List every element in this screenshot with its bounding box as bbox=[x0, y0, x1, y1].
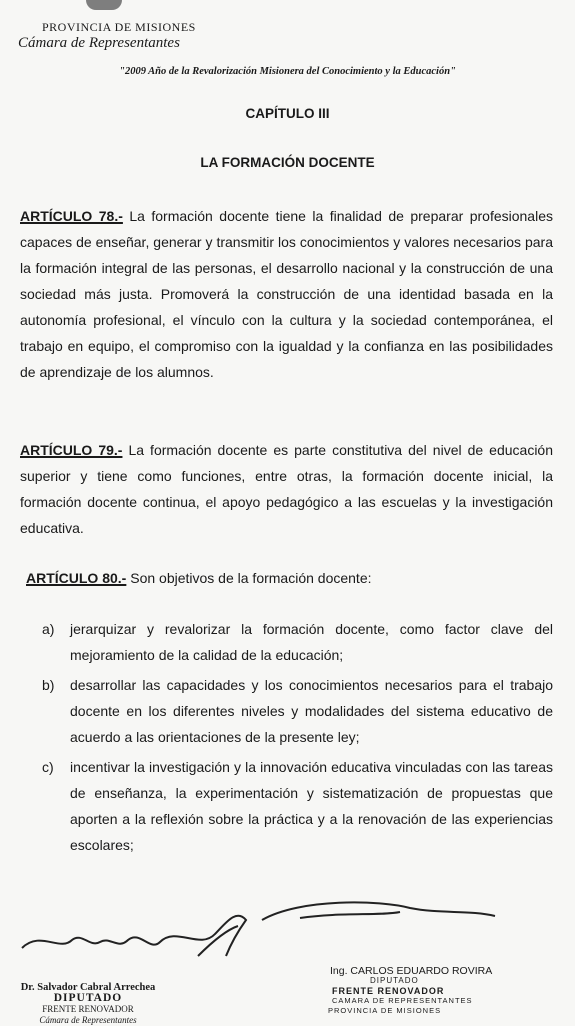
article-80 bbox=[26, 565, 553, 591]
list-item-text: incentivar la investigación y la innovación educativa vinculadas con las tareas de enseñanza, la experimentación y sistematización de propuestas que aporten a la reflexión sobre la práctica y a la renovación de las experiencias escolares; bbox=[70, 759, 553, 853]
signature-right bbox=[262, 902, 495, 920]
section-title: LA FORMACIÓN DOCENTE bbox=[200, 155, 375, 170]
signatory-left-role: DIPUTADO bbox=[53, 992, 123, 1004]
letterhead-motto: "2009 Año de la Revalorización Misionera del Conocimiento y la Educación" bbox=[119, 66, 456, 77]
signatory-right-role: DIPUTADO bbox=[370, 976, 419, 985]
signatory-left-name: Dr. Salvador Cabral Arrechea bbox=[20, 982, 156, 993]
article-78-text: La formación docente tiene la finalidad de preparar profesionales capaces de enseñar, generar y transmitir los conocimientos y valores necesarios para la formación integral de las personas, el desarrollo nacional y la construcción de una sociedad más justa. Promoverá la construcción de una identidad basada en la autonomía profesional, el vínculo con la cultura y la sociedad contemporánea, el trabajo en equipo, el compromiso con la igualdad y la confianza en las posibilidades de aprendizaje de los alumnos. bbox=[20, 208, 553, 380]
signatory-left bbox=[18, 982, 158, 1026]
signatory-right-chamber: CAMARA DE REPRESENTANTES bbox=[332, 996, 473, 1005]
province-seal-icon bbox=[86, 0, 122, 10]
handwritten-signatures bbox=[0, 890, 575, 970]
signatory-right-party: FRENTE RENOVADOR bbox=[332, 986, 445, 996]
list-item-marker: a) bbox=[42, 621, 55, 637]
letterhead-province: PROVINCIA DE MISIONES bbox=[42, 20, 196, 34]
list-item-text: desarrollar las capacidades y los conocimientos necesarios para el trabajo docente en los diferentes niveles y modalidades del sistema educativo de acuerdo a las orientaciones de la presente ley; bbox=[70, 677, 553, 745]
article-78 bbox=[20, 203, 553, 385]
signatory-right-name: Ing. CARLOS EDUARDO ROVIRA bbox=[330, 965, 493, 977]
signatory-left-party: FRENTE RENOVADOR bbox=[42, 1004, 134, 1014]
list-item-marker: c) bbox=[42, 759, 54, 775]
list-item bbox=[42, 754, 553, 858]
signatory-left-chamber: Cámara de Representantes bbox=[39, 1015, 137, 1025]
article-79 bbox=[20, 437, 553, 541]
list-item-text: jerarquizar y revalorizar la formación docente, como factor clave del mejoramiento de la calidad de la educación; bbox=[70, 621, 553, 663]
article-80-label: ARTÍCULO 80.- bbox=[26, 570, 127, 586]
list-item bbox=[42, 672, 553, 750]
article-79-label: ARTÍCULO 79.- bbox=[20, 442, 123, 458]
signatory-right bbox=[300, 966, 500, 1016]
article-78-label: ARTÍCULO 78.- bbox=[20, 208, 123, 224]
signatory-right-province: PROVINCIA DE MISIONES bbox=[328, 1006, 442, 1015]
article-80-text: Son objetivos de la formación docente: bbox=[126, 570, 372, 586]
letterhead-chamber: Cámara de Representantes bbox=[18, 35, 180, 51]
objectives-list bbox=[42, 616, 553, 862]
list-item bbox=[42, 616, 553, 668]
article-79-text: La formación docente es parte constitutiva del nivel de educación superior y tiene como funciones, entre otras, la formación docente inicial, la formación docente continua, el apoyo pedagógico a las escuelas y la investigación educativa. bbox=[20, 442, 553, 536]
chapter-heading: CAPÍTULO III bbox=[245, 106, 330, 121]
signature-left bbox=[22, 916, 246, 956]
list-item-marker: b) bbox=[42, 677, 55, 693]
